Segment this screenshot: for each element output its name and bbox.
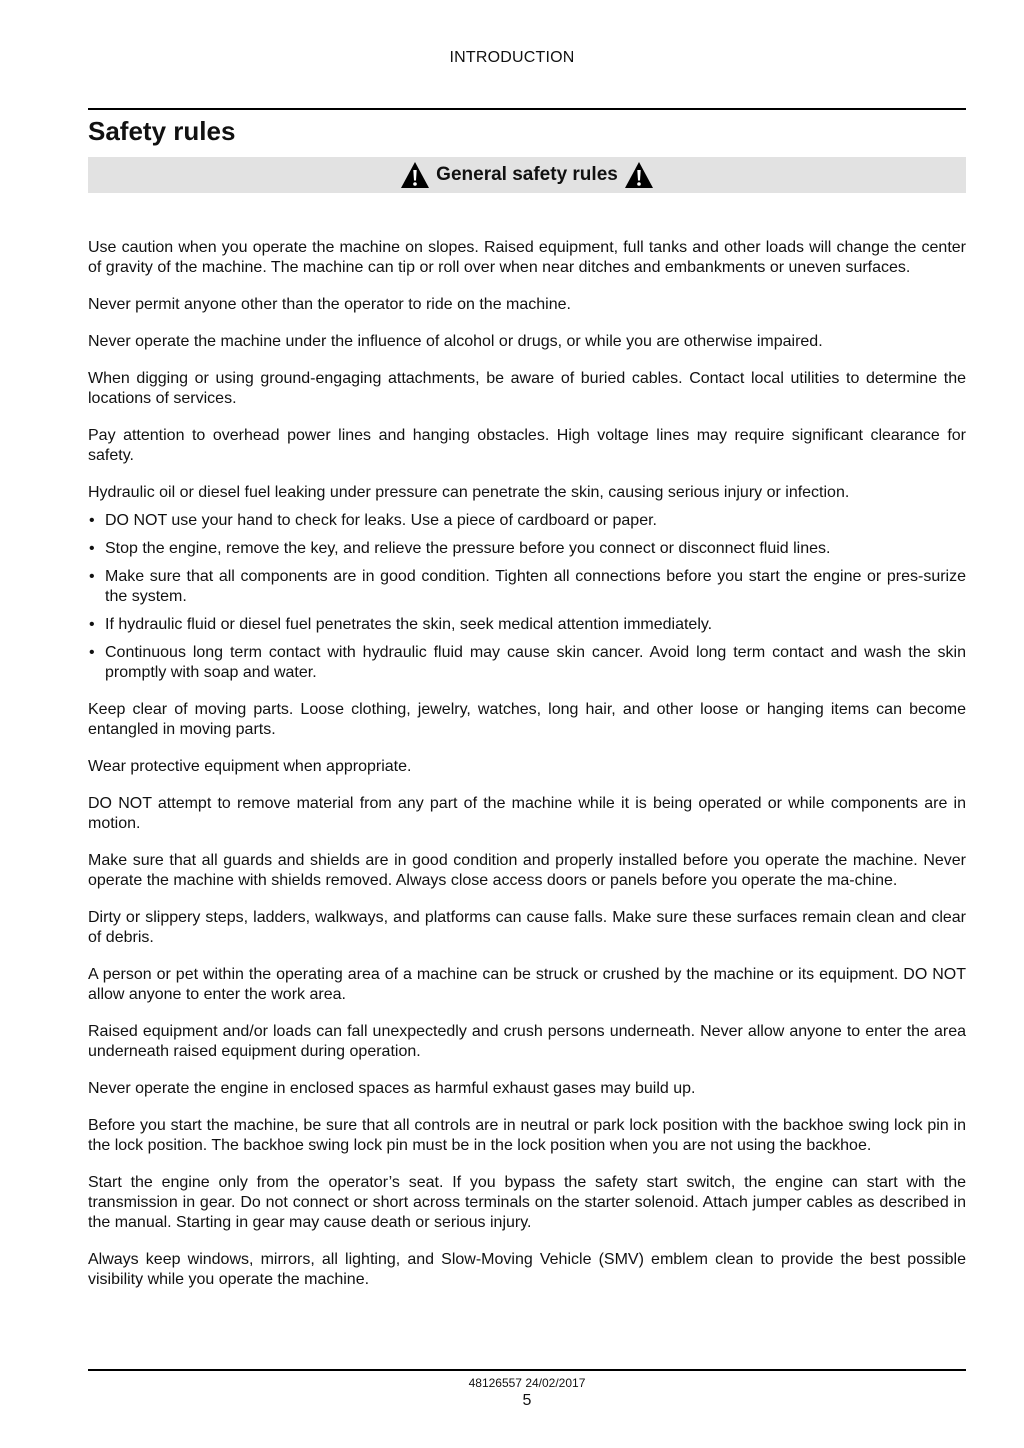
page-number: 5 (522, 1392, 532, 1409)
list-item: • DO NOT use your hand to check for leaks. Use a piece of cardboard or paper. (88, 511, 966, 531)
paragraph: Never operate the engine in enclosed spaces as harmful exhaust gases may build up. (88, 1080, 696, 1097)
paragraph: DO NOT attempt to remove material from any part of the machine while it is being operated or while components are in motion. (88, 795, 966, 832)
section-banner (88, 157, 966, 193)
footer-divider (88, 1369, 966, 1371)
paragraph: Dirty or slippery steps, ladders, walkways, and platforms can cause falls. Make sure these surfaces remain clean and clear of debris. (88, 909, 966, 946)
running-header: INTRODUCTION (449, 49, 575, 66)
paragraph: Never operate the machine under the influence of alcohol or drugs, or while you are otherwise impaired. (88, 333, 823, 350)
hydraulic-bullet-list (88, 511, 966, 683)
list-item: • Make sure that all components are in good condition. Tighten all connections before you start the engine or pres-surize the system. (88, 567, 966, 607)
banner-title: General safety rules (436, 164, 618, 185)
warning-triangle-icon (400, 161, 430, 189)
list-item: • If hydraulic fluid or diesel fuel penetrates the skin, seek medical attention immediately. (88, 615, 966, 635)
paragraph: Never permit anyone other than the operator to ride on the machine. (88, 296, 571, 313)
list-item: • Stop the engine, remove the key, and relieve the pressure before you connect or disconnect fluid lines. (88, 539, 966, 559)
paragraph: Keep clear of moving parts. Loose clothing, jewelry, watches, long hair, and other loose or hanging items can become entangled in moving parts. (88, 701, 966, 738)
paragraph: A person or pet within the operating area of a machine can be struck or crushed by the machine or its equipment. DO NOT allow anyone to enter the work area. (88, 966, 966, 1003)
paragraph: Use caution when you operate the machine on slopes. Raised equipment, full tanks and other loads will change the center of gravity of the machine. The machine can tip or roll over when near ditches and embankments or uneven surfaces. (88, 239, 966, 276)
header-divider (88, 108, 966, 110)
paragraph: When digging or using ground-engaging attachments, be aware of buried cables. Contact local utilities to determine the locations of services. (88, 370, 966, 407)
paragraph: Before you start the machine, be sure that all controls are in neutral or park lock position with the backhoe swing lock pin in the lock position. The backhoe swing lock pin must be in the lock position when you are not using the backhoe. (88, 1117, 966, 1154)
paragraph: Make sure that all guards and shields are in good condition and properly installed before you operate the machine. Never operate the machine with shields removed. Always close access doors or panels before you operate the ma-chine. (88, 852, 966, 889)
paragraph: Start the engine only from the operator’s seat. If you bypass the safety start switch, the engine can start with the transmission in gear. Do not connect or short across terminals on the starter solenoid. Attach jumper cables as described in the manual. Starting in gear may cause death or serious injury. (88, 1174, 966, 1231)
page-title: Safety rules (88, 116, 236, 146)
warning-triangle-icon (624, 161, 654, 189)
document-reference: 48126557 24/02/2017 (468, 1376, 586, 1390)
list-item: • Continuous long term contact with hydraulic fluid may cause skin cancer. Avoid long term contact and wash the skin promptly with soap and water. (88, 643, 966, 683)
hydraulic-warning-lead: Hydraulic oil or diesel fuel leaking under pressure can penetrate the skin, causing serious injury or infection. (88, 484, 850, 501)
paragraph: Always keep windows, mirrors, all lighting, and Slow-Moving Vehicle (SMV) emblem clean to provide the best possible visibility while you operate the machine. (88, 1251, 966, 1288)
paragraph: Wear protective equipment when appropriate. (88, 758, 412, 775)
safety-rules-body (88, 238, 966, 1307)
paragraph: Raised equipment and/or loads can fall unexpectedly and crush persons underneath. Never allow anyone to enter the area underneath raised equipment during operation. (88, 1023, 966, 1060)
paragraph: Pay attention to overhead power lines and hanging obstacles. High voltage lines may require significant clearance for safety. (88, 427, 966, 464)
